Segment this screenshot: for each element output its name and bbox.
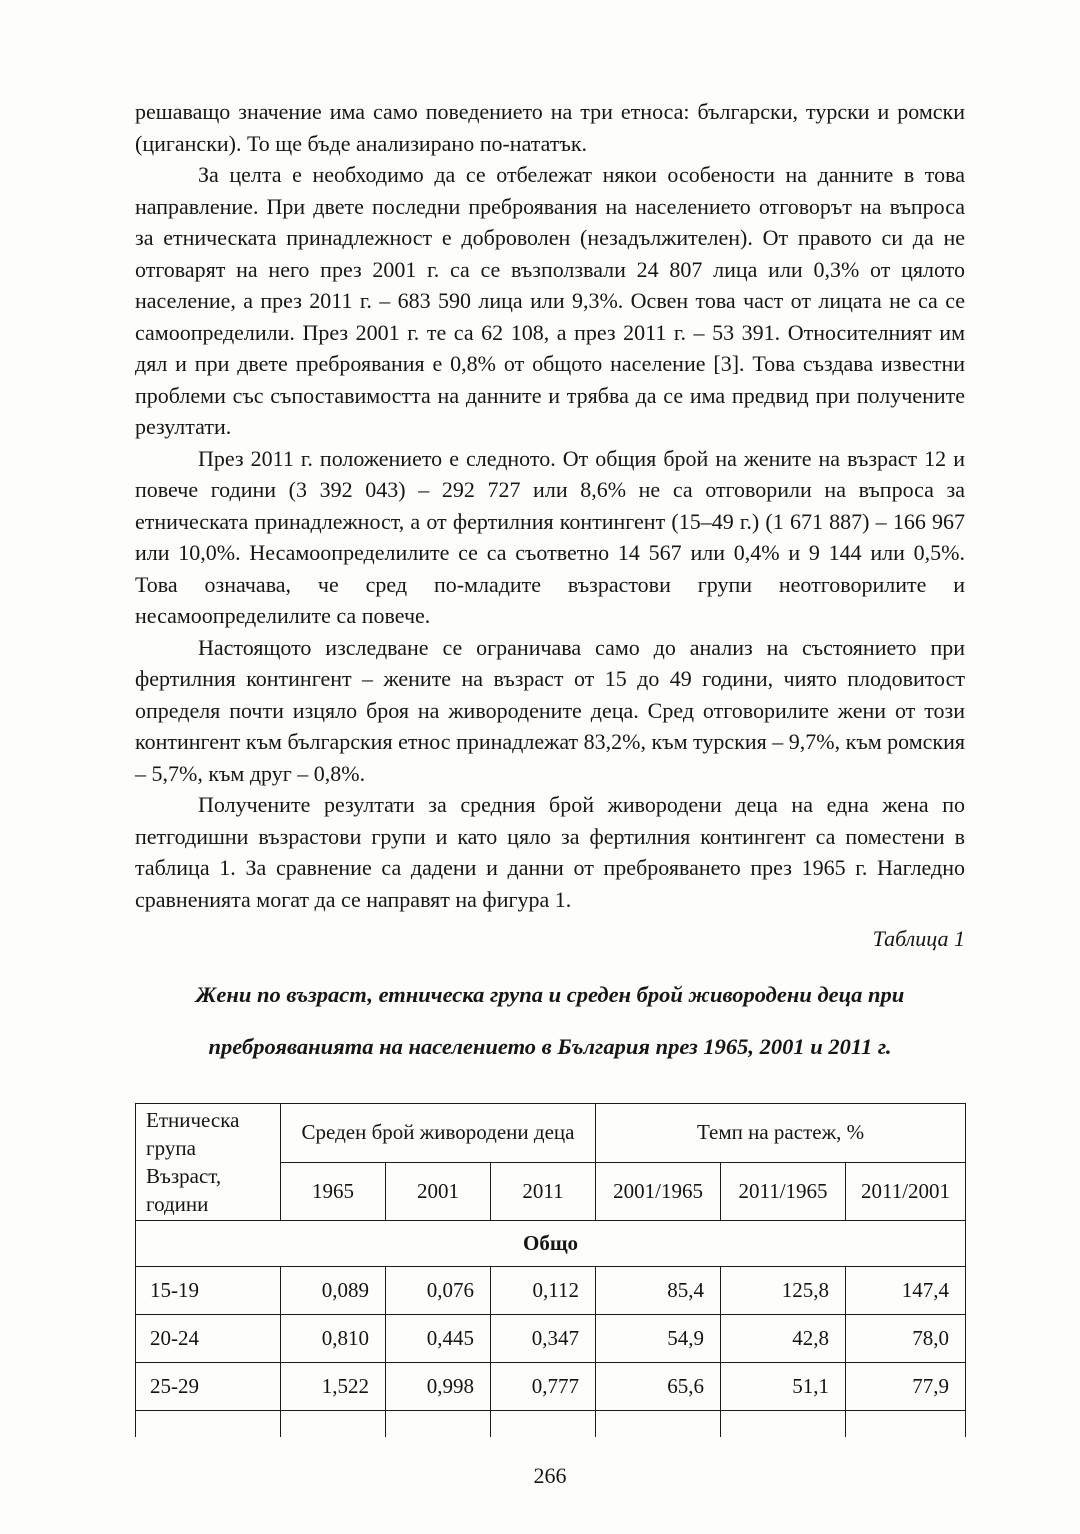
cell-value: 54,9	[596, 1315, 721, 1363]
cell-value: 0,089	[281, 1267, 386, 1315]
header-year-1965: 1965	[281, 1162, 386, 1221]
header-ratio-2011-2001: 2011/2001	[846, 1162, 966, 1221]
table-row-cut-off	[136, 1411, 966, 1437]
table-title: Жени по възраст, етническа група и среден брой живородени деца при преброяванията на населението в България през 1965, 2001 и 2011 г.	[195, 982, 905, 1059]
table-caption-label: Таблица 1	[872, 926, 965, 951]
cell-value: 51,1	[721, 1363, 846, 1411]
table-row	[136, 1363, 966, 1411]
table-row	[136, 1267, 966, 1315]
section-label-total: Общо	[136, 1221, 966, 1267]
cell-value: 125,8	[721, 1267, 846, 1315]
cell-value: 0,777	[491, 1363, 596, 1411]
cell-value: 0,810	[281, 1315, 386, 1363]
table-header-row-groups	[136, 1104, 966, 1163]
header-year-2001: 2001	[386, 1162, 491, 1221]
cell-age-group: 25-29	[136, 1363, 281, 1411]
table-section-row-total	[136, 1221, 966, 1267]
cell-age-group: 15-19	[136, 1267, 281, 1315]
cell-value: 0,076	[386, 1267, 491, 1315]
header-line: Възраст,	[146, 1164, 222, 1188]
table-row	[136, 1315, 966, 1363]
header-line: години	[146, 1192, 209, 1216]
header-year-2011: 2011	[491, 1162, 596, 1221]
paragraph-5: Получените резултати за средния брой живородени деца на една жена по петгодишни възрастови групи и като цяло за фертилния контингент са поместени в таблица 1. За сравнение са дадени и данни от преброяването през 1965 г. Нагледно сравненията могат да се направят на фигура 1.	[135, 792, 965, 912]
cell-value: 0,998	[386, 1363, 491, 1411]
header-ethnic-group-age	[136, 1104, 281, 1221]
header-ratio-2001-1965: 2001/1965	[596, 1162, 721, 1221]
cell-value: 147,4	[846, 1267, 966, 1315]
cell-value: 77,9	[846, 1363, 966, 1411]
cell-value: 85,4	[596, 1267, 721, 1315]
cell-value: 78,0	[846, 1315, 966, 1363]
header-avg-children: Среден брой живородени деца	[281, 1104, 596, 1163]
fertility-table	[135, 1103, 966, 1437]
cell-value: 0,445	[386, 1315, 491, 1363]
cell-value: 1,522	[281, 1363, 386, 1411]
cell-age-group: 20-24	[136, 1315, 281, 1363]
header-growth-rate: Темп на растеж, %	[596, 1104, 966, 1163]
paragraph-1: решаващо значение има само поведението на три етноса: български, турски и ромски (цигански). То ще бъде анализирано по-нататък.	[135, 99, 965, 156]
header-line: Етническа	[146, 1108, 240, 1132]
header-ratio-2011-1965: 2011/1965	[721, 1162, 846, 1221]
cell-value: 65,6	[596, 1363, 721, 1411]
cell-value: 0,112	[491, 1267, 596, 1315]
paragraph-4: Настоящото изследване се ограничава само до анализ на състоянието при фертилния контингент – жените на възраст от 15 до 49 години, чиято плодовитост определя почти изцяло броя на живородените деца. Сред отговорилите жени от този контингент към българския етнос принадлежат 83,2%, към турския – 9,7%, към ромския – 5,7%, към друг – 0,8%.	[135, 634, 965, 786]
cell-value: 0,347	[491, 1315, 596, 1363]
paragraph-3: През 2011 г. положението е следното. От общия брой на жените на възраст 12 и повече години (3 392 043) – 292 727 или 8,6% не са отговорили на въпроса за етническата принадлежност, а от фертилния контингент (15–49 г.) (1 671 887) – 166 967 или 10,0%. Несамоопределилите се са съответно 14 567 или 0,4% и 9 144 или 0,5%. Това означава, че сред по-младите възрастови групи неотговорилите и несамоопределилите са повече.	[135, 445, 965, 628]
cell-value: 42,8	[721, 1315, 846, 1363]
paragraph-2: За целта е необходимо да се отбележат някои особености на данните в това направление. При двете последни преброявания на населението отговорът на въпроса за етническата принадлежност е доброволен (незадължителен). От правото си да не отговарят на него през 2001 г. са се възползвали 24 807 лица или 0,3% от цялото население, а през 2011 г. – 683 590 лица или 9,3%. Освен това част от лицата не са се самоопределили. През 2001 г. те са 62 108, а през 2011 г. – 53 391. Относителният им дял и при двете преброявания е 0,8% от общото население [3]. Това създава известни проблеми със съпоставимостта на данните и трябва да се има предвид при получените резултати.	[135, 162, 965, 439]
page-number: 266	[533, 1462, 567, 1488]
header-line: група	[146, 1136, 196, 1160]
